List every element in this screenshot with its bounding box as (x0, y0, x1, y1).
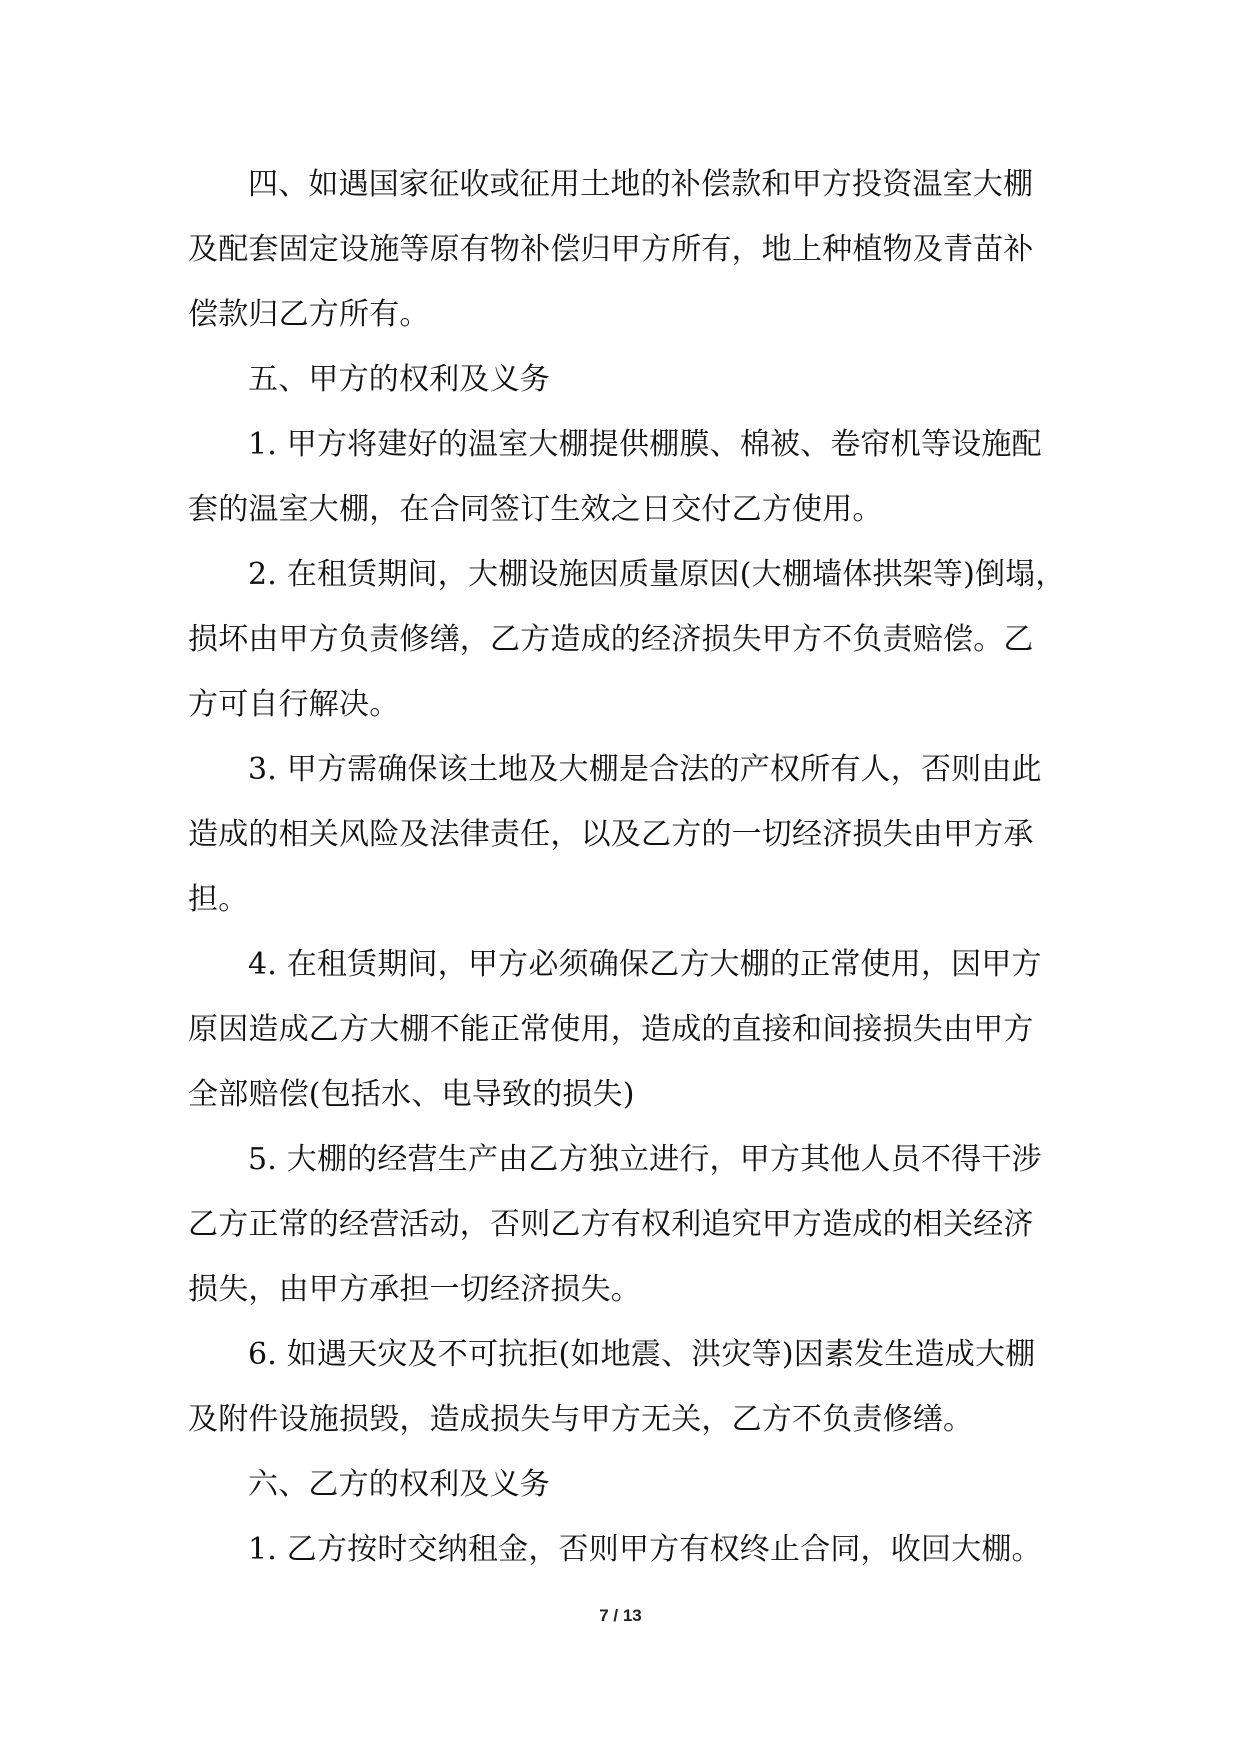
paragraph-line: 方可自行解决。 (188, 687, 400, 722)
paragraph-line: 担。 (188, 882, 249, 917)
paragraph-line: 原因造成乙方大棚不能正常使用，造成的直接和间接损失由甲方 (188, 1012, 1034, 1047)
paragraph-line: 3. 甲方需确保该土地及大棚是合法的产权所有人，否则由此 (248, 752, 1042, 787)
paragraph-line: 4. 在租赁期间，甲方必须确保乙方大棚的正常使用，因甲方 (248, 947, 1042, 982)
paragraph-line: 6. 如遇天灾及不可抗拒(如地震、洪灾等)因素发生造成大棚 (248, 1337, 1036, 1372)
paragraph-line: 乙方正常的经营活动，否则乙方有权利追究甲方造成的相关经济 (188, 1207, 1034, 1242)
paragraph-line: 损失，由甲方承担一切经济损失。 (188, 1272, 641, 1307)
paragraph-line: 及附件设施损毁，造成损失与甲方无关，乙方不负责修缮。 (188, 1402, 974, 1437)
paragraph-line: 1. 甲方将建好的温室大棚提供棚膜、棉被、卷帘机等设施配 (248, 427, 1042, 462)
paragraph-line: 造成的相关风险及法律责任，以及乙方的一切经济损失由甲方承 (188, 817, 1034, 852)
paragraph-line: 偿款归乙方所有。 (188, 297, 430, 332)
page-number: 7 / 13 (599, 1606, 642, 1625)
paragraph-line: 2. 在租赁期间，大棚设施因质量原因(大棚墙体拱架等)倒塌， (248, 557, 1066, 592)
section-heading: 五、甲方的权利及义务 (248, 362, 550, 397)
paragraph-line: 损坏由甲方负责修缮，乙方造成的经济损失甲方不负责赔偿。乙 (188, 622, 1034, 657)
paragraph-line: 全部赔偿(包括水、电导致的损失) (188, 1077, 635, 1112)
section-heading: 六、乙方的权利及义务 (248, 1467, 550, 1502)
paragraph-line: 及配套固定设施等原有物补偿归甲方所有，地上种植物及青苗补 (188, 232, 1034, 267)
paragraph-line: 四、如遇国家征收或征用土地的补偿款和甲方投资温室大棚 (248, 167, 1034, 202)
document-body (188, 152, 1066, 1582)
paragraph-line: 1. 乙方按时交纳租金，否则甲方有权终止合同，收回大棚。 (248, 1532, 1042, 1567)
paragraph-line: 套的温室大棚，在合同签订生效之日交付乙方使用。 (188, 492, 883, 527)
paragraph-line: 5. 大棚的经营生产由乙方独立进行，甲方其他人员不得干涉 (248, 1142, 1042, 1177)
